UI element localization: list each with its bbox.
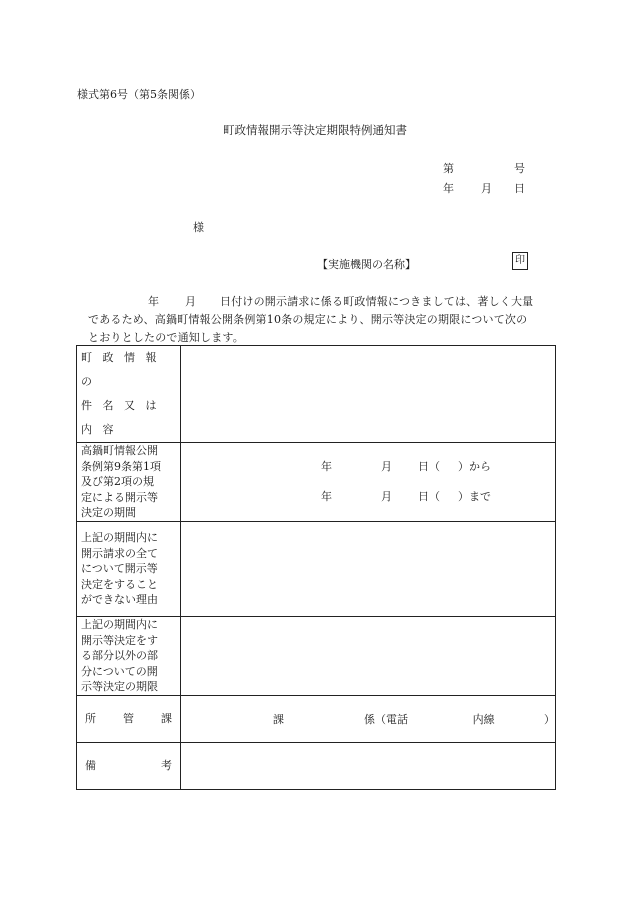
label-period-line: 定による開示等 [81, 490, 158, 504]
to-month: 月 [381, 490, 392, 503]
body-line3: とおりとしたので通知します。 [88, 331, 244, 344]
seal-mark: 印 [512, 252, 528, 270]
label-department [77, 696, 181, 743]
label-info-subject-line1: 町 政 情 報 の [81, 351, 160, 388]
label-remarks [77, 743, 181, 790]
ref-number-suffix: 号 [514, 162, 525, 175]
label-info-subject-line2: 件 名 又 は 内 容 [81, 399, 160, 436]
row-info-subject [77, 346, 556, 443]
ref-year: 年 [443, 182, 454, 195]
value-reason[interactable] [181, 522, 556, 617]
from-year: 年 [321, 460, 332, 473]
ref-month: 月 [481, 182, 492, 195]
from-month: 月 [381, 460, 392, 473]
label-remarks-char: 考 [161, 759, 172, 773]
notice-table [76, 345, 556, 790]
to-year: 年 [321, 490, 332, 503]
value-info-subject[interactable] [181, 346, 556, 443]
department-section: 課 [273, 713, 284, 726]
label-period-line: 及び第2項の規 [81, 475, 154, 489]
label-reason-line: について開示等 [81, 562, 158, 576]
label-department-char: 所 [85, 712, 96, 726]
label-reason [77, 522, 181, 617]
label-reason-line: 決定をすること [81, 577, 158, 591]
row-remarks [77, 743, 556, 790]
department-close: ） [544, 713, 555, 726]
label-deadline-line: る部分以外の部 [81, 649, 158, 663]
label-deadline-line: 上記の期間内に [81, 618, 158, 632]
to-day: 日（ [418, 490, 440, 503]
body-year: 年 [148, 295, 160, 308]
from-close: ）から [458, 460, 491, 473]
label-period-line: 条例第9条第1項 [81, 459, 161, 473]
period-from [181, 452, 555, 482]
label-reason-line: 上記の期間内に [81, 531, 158, 545]
label-info-subject [77, 346, 181, 443]
label-period-line: 高鍋町情報公開 [81, 444, 158, 458]
document-title: 町政情報開示等決定期限特例通知書 [223, 123, 407, 137]
body-line2: であるため、高鍋町情報公開条例第10条の規定により、開示等決定の期限について次の [88, 313, 528, 326]
label-reason-line: 開示請求の全て [81, 546, 158, 560]
label-department-char: 課 [161, 712, 172, 726]
value-department[interactable] [181, 696, 556, 743]
label-period [77, 443, 181, 522]
row-reason [77, 522, 556, 617]
label-remarks-char: 備 [85, 759, 96, 773]
row-department [77, 696, 556, 743]
value-remarks[interactable] [181, 743, 556, 790]
row-period [77, 443, 556, 522]
department-extension: 内線 [472, 713, 495, 726]
label-deadline-line: 開示等決定をす [81, 633, 158, 647]
agency-name: 【実施機関の名称】 [317, 258, 416, 271]
period-to [181, 482, 555, 512]
label-deadline-line: 分についての開 [81, 664, 158, 678]
label-reason-line: ができない理由 [81, 593, 158, 607]
from-day: 日（ [418, 460, 440, 473]
ref-day: 日 [514, 182, 525, 195]
body-line1: 日付けの開示請求に係る町政情報につきましては、著しく大量 [220, 295, 534, 308]
label-deadline-line: 示等決定の期限 [81, 680, 158, 694]
value-deadline[interactable] [181, 617, 556, 696]
department-subsection-phone: 係（電話 [363, 713, 408, 726]
to-close: ）まで [458, 490, 491, 503]
addressee-suffix: 様 [193, 221, 204, 234]
value-period[interactable] [181, 443, 556, 522]
label-deadline [77, 617, 181, 696]
label-department-char: 管 [123, 712, 134, 726]
body-month: 月 [185, 295, 197, 308]
ref-number-prefix: 第 [443, 162, 454, 175]
form-number: 様式第6号（第5条関係） [77, 88, 201, 101]
label-period-line: 決定の期間 [81, 506, 136, 520]
row-deadline [77, 617, 556, 696]
